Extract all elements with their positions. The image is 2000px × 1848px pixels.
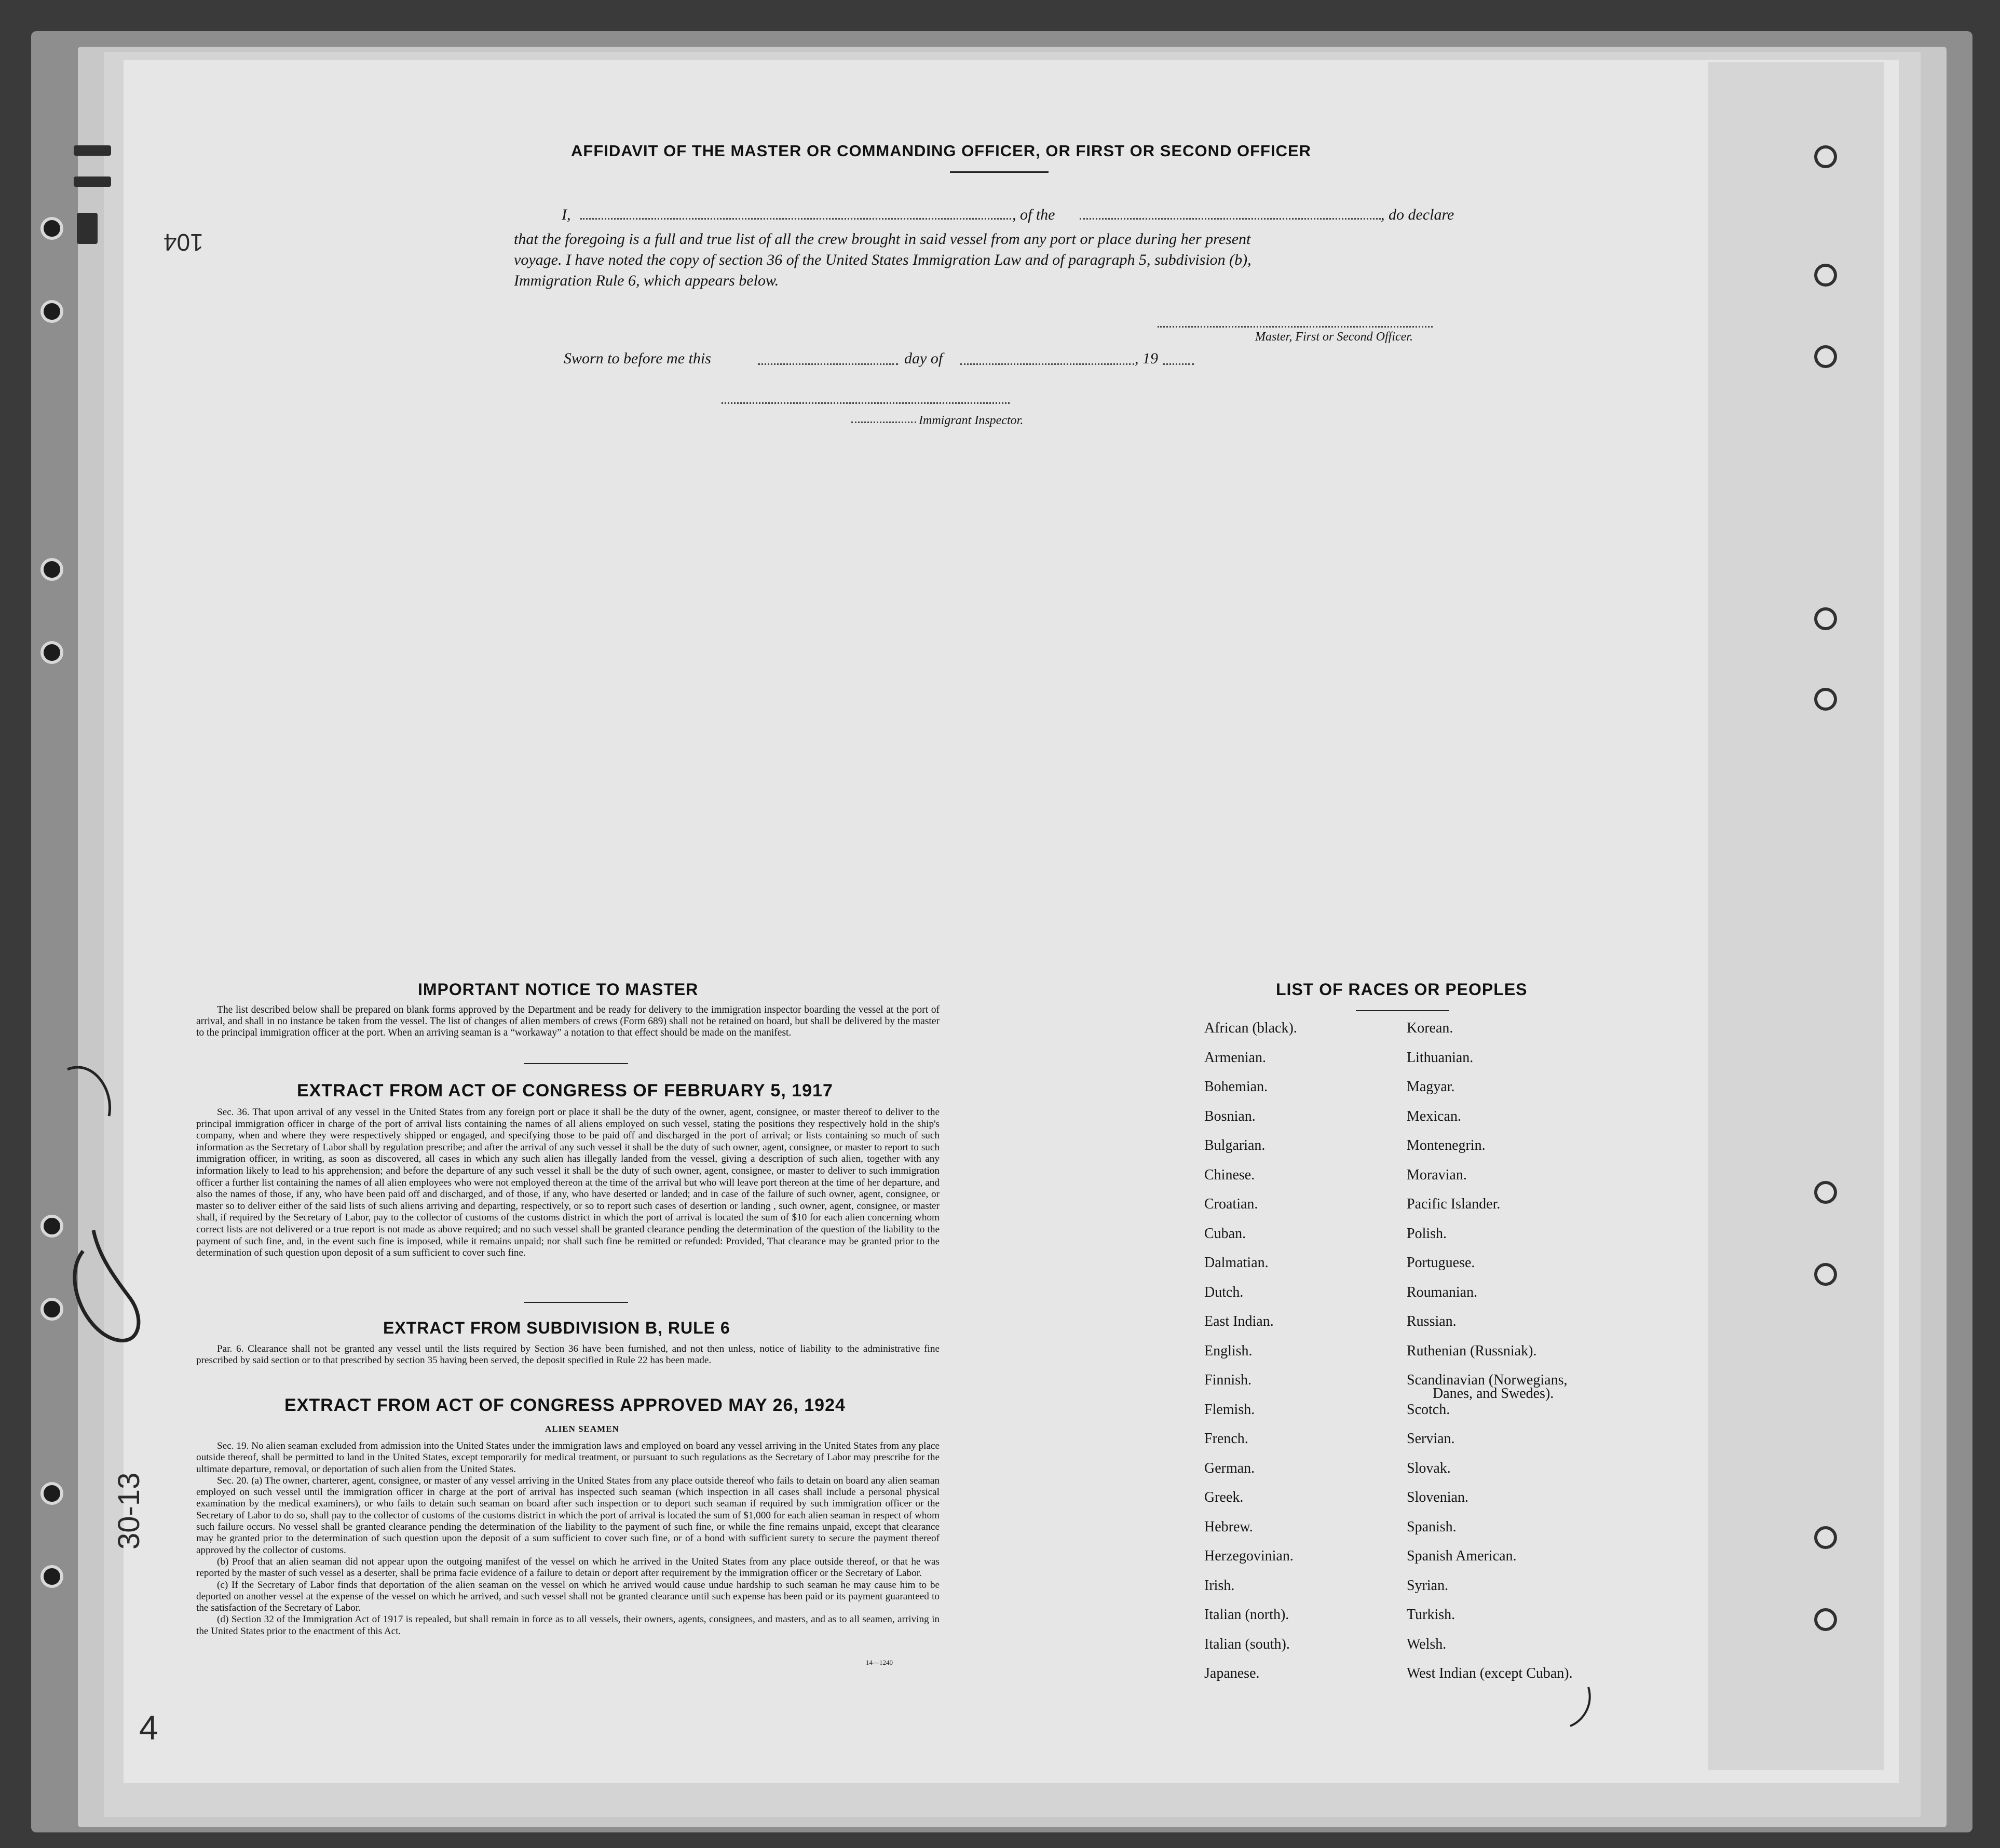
race-item: Dalmatian. bbox=[1204, 1255, 1269, 1271]
extract-1924-body bbox=[196, 1441, 940, 1637]
sworn-year-blank[interactable] bbox=[1163, 363, 1194, 365]
sec-20b-paragraph: (b) Proof that an alien seaman did not appear upon the outgoing manifest of the vessel on which he arrived in the United States from any place outside thereof, or that he was reported by the master of such vessel as a deserter, shall be prima facie evidence of a failure to detain or deport after requirement by the immigration officer or the Secretary of Labor. bbox=[196, 1556, 940, 1579]
race-item: Cuban. bbox=[1204, 1225, 1246, 1242]
race-item: French. bbox=[1204, 1431, 1248, 1447]
handwritten-loop-mark bbox=[52, 1059, 166, 1350]
sec-20d-paragraph: (d) Section 32 of the Immigration Act of 1917 is repealed, but shall remain in force as to all vessels, their owners, agents, consignees, and masters, and as to all seamen, arriving in the United States prior to the enactment of this Act. bbox=[196, 1614, 940, 1637]
race-item: Bohemian. bbox=[1204, 1079, 1268, 1095]
alien-seamen-subtitle: ALIEN SEAMEN bbox=[545, 1424, 619, 1434]
notice-body bbox=[196, 1004, 940, 1039]
race-item: Scotch. bbox=[1407, 1401, 1450, 1418]
race-item: Servian. bbox=[1407, 1431, 1455, 1447]
page-edge-strip bbox=[1708, 62, 1884, 1770]
race-item: Spanish American. bbox=[1407, 1548, 1517, 1564]
race-item: Magyar. bbox=[1407, 1079, 1455, 1095]
par-6-paragraph: Par. 6. Clearance shall not be granted any vessel until the lists required by Section 36 have been furnished, and not then unless, notice of liability to the administrative fine prescribed by said section or to that prescribed by section 35 having been served, the deposit specified in Rule 22 has been made. bbox=[196, 1343, 940, 1366]
sworn-year: , 19 bbox=[1135, 350, 1158, 367]
race-item: Croatian. bbox=[1204, 1196, 1258, 1212]
handwritten-side-note: 30-13 bbox=[112, 1472, 146, 1550]
title-rule bbox=[950, 171, 1049, 173]
inspector-label: Immigrant Inspector. bbox=[919, 414, 1024, 427]
race-item: Bulgarian. bbox=[1204, 1137, 1266, 1153]
binder-hole-icon bbox=[40, 558, 63, 581]
stamp-remnant bbox=[74, 145, 111, 156]
sec-20a-paragraph: Sec. 20. (a) The owner, charterer, agent, consignee, or master of any vessel arriving in the United States from any place outside thereof who fails to detain on board any alien seaman employed on such vessel until the immigration officer in charge at the port of arrival has inspected such seaman (which inspection in all cases shall include a personal physical examination by the medical examiners), or who fails to detain such seaman on board after such inspection or to deport such seaman if required by such immigration officer or the Secretary of Labor to do so, shall pay to the collector of customs of the customs district in which the port of arrival is located the sum of $1,000 for each alien seaman in respect of whom such failure occurs. No vessel shall be granted clearance pending the determination of the liability to the payment of such fine, or while the fine remains unpaid, except that clearance may be granted prior to the determination of such question upon the deposit of a sum sufficient to cover such fine, or of a bond with sufficient surety to secure the payment thereof approved by the collector of customs. bbox=[196, 1475, 940, 1556]
race-item: Japanese. bbox=[1204, 1665, 1260, 1681]
handwritten-bracket-mark bbox=[1568, 1684, 1599, 1731]
sec-20c-paragraph: (c) If the Secretary of Labor finds that deportation of the alien seaman on the vessel on which he arrived would cause undue hardship to such seaman he may cause him to be deported on another vessel at the expense of the vessel on which he arrived, and such vessel shall not be granted clearance until such expense has been paid or its payment guaranteed to the satisfaction of the Secretary of Labor. bbox=[196, 1579, 940, 1614]
sworn-day-blank[interactable] bbox=[758, 363, 898, 365]
binder-hole-icon bbox=[1814, 145, 1837, 168]
race-item: Chinese. bbox=[1204, 1166, 1255, 1183]
race-item: Italian (north). bbox=[1204, 1607, 1289, 1623]
race-item: Korean. bbox=[1407, 1020, 1453, 1036]
race-item: West Indian (except Cuban). bbox=[1407, 1665, 1573, 1681]
affidavit-line-2: that the foregoing is a full and true list of all the crew brought in said vessel from any port or place during her present bbox=[514, 230, 1251, 248]
affidavit-i-label: I, bbox=[562, 206, 571, 223]
binder-hole-icon bbox=[1814, 607, 1837, 630]
section-36-paragraph: Sec. 36. That upon arrival of any vessel in the United States from any foreign port or place it shall be the duty of the owner, agent, consignee, or master thereof to deliver to the principal immigration officer in charge of the port of arrival lists containing the names of all aliens employed on such vessel, stating the positions they respectively hold in the ship's company, when and where they were respectively shipped or engaged, and specifying those to be paid off and discharged in the port of arrival; or lists containing so much of such information as the Secretary of Labor shall by regulation prescribe; and after the arrival of any such vessel it shall be the duty of such owner, agent, consignee, or master to report to such immigration officer, in writing, as soon as discovered, all cases in which any such alien has illegally landed from the vessel, giving a description of such alien, together with any information likely to lead to his apprehension; and before the departure of any such vessel it shall be the duty of such owner, agent, consignee, or master to deliver to such immigration officer a further list containing the names of all alien employees who were not employed thereon at the time of the arrival but who will leave port thereon at the time of her departure, and also the names of those, if any, who have been paid off and discharged, and of those, if any, who have deserted or landed; and in case of the failure of such owner, agent, consignee, or master so to deliver either of the said lists of such aliens arriving and departing, respectively, or so to report such cases of desertion or landing , such owner, agent, consignee, or master shall, if required by the Secretary of Labor, pay to the collector of customs of the customs district in which the port of arrival is located the sum of $10 for each alien concerning whom correct lists are not delivered or a true report is not made as above required; and no such vessel shall be granted clearance pending the determination of the question of the liability to the payment of such fine, and, in the event such fine is imposed, while it remains unpaid; nor shall such fine be remitted or refunded: Provided, That clearance may be granted prior to the determination of such question upon deposit of a sum sufficient to cover such fine. bbox=[196, 1107, 940, 1259]
name-blank[interactable] bbox=[580, 218, 1011, 220]
races-rule bbox=[1356, 1010, 1449, 1011]
affidavit-line-3: voyage. I have noted the copy of section 36 of the United States Immigration Law and of paragraph 5, subdivision (b), bbox=[514, 251, 1251, 268]
extract-1917-title: EXTRACT FROM ACT OF CONGRESS OF FEBRUARY 5, 1917 bbox=[297, 1081, 833, 1100]
binder-hole-icon bbox=[1814, 1526, 1837, 1549]
binder-hole-icon bbox=[1814, 1181, 1837, 1204]
affidavit-declare-label: , do declare bbox=[1381, 206, 1454, 223]
form-number: 14—1240 bbox=[866, 1659, 893, 1666]
section-rule bbox=[524, 1302, 628, 1303]
affidavit-of-the-label: , of the bbox=[1012, 206, 1055, 223]
extract-1924-title: EXTRACT FROM ACT OF CONGRESS APPROVED MAY 26, 1924 bbox=[284, 1395, 846, 1415]
race-item: Turkish. bbox=[1407, 1607, 1455, 1623]
race-item: Slovenian. bbox=[1407, 1489, 1468, 1505]
race-item: East Indian. bbox=[1204, 1313, 1274, 1329]
race-item: Syrian. bbox=[1407, 1577, 1449, 1594]
binder-hole-icon bbox=[40, 1482, 63, 1505]
binder-hole-icon bbox=[1814, 1263, 1837, 1286]
binder-hole-icon bbox=[40, 641, 63, 664]
race-item: Moravian. bbox=[1407, 1166, 1467, 1183]
race-item-continuation: Danes, and Swedes). bbox=[1433, 1385, 1554, 1402]
race-item: Hebrew. bbox=[1204, 1518, 1253, 1535]
sec-19-paragraph: Sec. 19. No alien seaman excluded from admission into the United States under the immigration laws and employed on board any vessel arriving in the United States from any place outside thereof, shall be permitted to land in the United States, except temporarily for medical treatment, or pursuant to such regulations as the Secretary of Labor may prescribe for the ultimate departure, removal, or deportation of such alien from the United States. bbox=[196, 1441, 940, 1475]
race-item: African (black). bbox=[1204, 1020, 1297, 1036]
section-rule bbox=[524, 1063, 628, 1064]
race-item: Mexican. bbox=[1407, 1108, 1461, 1124]
race-item: Dutch. bbox=[1204, 1284, 1244, 1300]
extract-rule6-body bbox=[196, 1343, 940, 1366]
sworn-day-of: day of bbox=[904, 350, 943, 367]
affidavit-line-4: Immigration Rule 6, which appears below. bbox=[514, 272, 779, 289]
race-item: Slovak. bbox=[1407, 1460, 1451, 1476]
race-item: Portuguese. bbox=[1407, 1255, 1475, 1271]
binder-hole-icon bbox=[40, 217, 63, 240]
affidavit-title: AFFIDAVIT OF THE MASTER OR COMMANDING OFFICER, OR FIRST OR SECOND OFFICER bbox=[571, 142, 1312, 160]
notice-title: IMPORTANT NOTICE TO MASTER bbox=[418, 980, 699, 999]
binder-hole-icon bbox=[1814, 264, 1837, 287]
race-item: Polish. bbox=[1407, 1225, 1447, 1242]
race-item: Russian. bbox=[1407, 1313, 1457, 1329]
binder-hole-icon bbox=[40, 300, 63, 323]
race-item: Finnish. bbox=[1204, 1372, 1252, 1388]
binder-hole-icon bbox=[1814, 345, 1837, 368]
race-item: Armenian. bbox=[1204, 1049, 1266, 1066]
binder-hole-icon bbox=[40, 1565, 63, 1588]
stamp-remnant bbox=[74, 176, 111, 187]
race-item: German. bbox=[1204, 1460, 1255, 1476]
race-item: Pacific Islander. bbox=[1407, 1196, 1501, 1212]
race-item: Montenegrin. bbox=[1407, 1137, 1486, 1153]
inspector-signature-blank[interactable] bbox=[722, 402, 1010, 404]
notice-paragraph: The list described below shall be prepared on blank forms approved by the Department and be ready for delivery to the immigration inspector boarding the vessel at the port of arrival, and shall in no instance be taken from the vessel. The list of changes of alien members of crews (Form 689) shall not be retained on board, but shall be delivered by the master to the principal immigration officer at the port. When an arriving seaman is a “workaway” a notation to that effect should be made on the manifest. bbox=[196, 1004, 940, 1038]
race-item: Herzegovinian. bbox=[1204, 1548, 1294, 1564]
master-signature-label: Master, First or Second Officer. bbox=[1255, 330, 1413, 344]
race-item: Welsh. bbox=[1407, 1636, 1447, 1652]
extract-1917-body bbox=[196, 1107, 940, 1259]
race-item: Scandinavian (Norwegians, bbox=[1407, 1372, 1568, 1388]
sworn-prefix: Sworn to before me this bbox=[564, 350, 711, 367]
inspector-signature-blank-2[interactable] bbox=[851, 422, 916, 423]
race-item: English. bbox=[1204, 1342, 1253, 1359]
handwritten-corner-number: 4 bbox=[139, 1708, 158, 1747]
stamp-remnant bbox=[77, 213, 98, 244]
race-item: Bosnian. bbox=[1204, 1108, 1256, 1124]
race-item: Greek. bbox=[1204, 1489, 1244, 1505]
binder-hole-icon bbox=[1814, 688, 1837, 711]
race-item: Lithuanian. bbox=[1407, 1049, 1474, 1066]
races-title: LIST OF RACES OR PEOPLES bbox=[1276, 980, 1528, 999]
race-item: Irish. bbox=[1204, 1577, 1235, 1594]
sworn-month-blank[interactable] bbox=[960, 363, 1134, 365]
master-signature-blank[interactable] bbox=[1158, 326, 1433, 328]
binder-hole-icon bbox=[1814, 1608, 1837, 1631]
race-item: Roumanian. bbox=[1407, 1284, 1478, 1300]
race-item: Flemish. bbox=[1204, 1401, 1255, 1418]
extract-rule6-title: EXTRACT FROM SUBDIVISION B, RULE 6 bbox=[383, 1319, 730, 1337]
race-item: Italian (south). bbox=[1204, 1636, 1290, 1652]
race-item: Ruthenian (Russniak). bbox=[1407, 1342, 1537, 1359]
handwritten-stamp-number: 104 bbox=[164, 229, 203, 256]
vessel-blank[interactable] bbox=[1080, 218, 1381, 220]
race-item: Spanish. bbox=[1407, 1518, 1457, 1535]
